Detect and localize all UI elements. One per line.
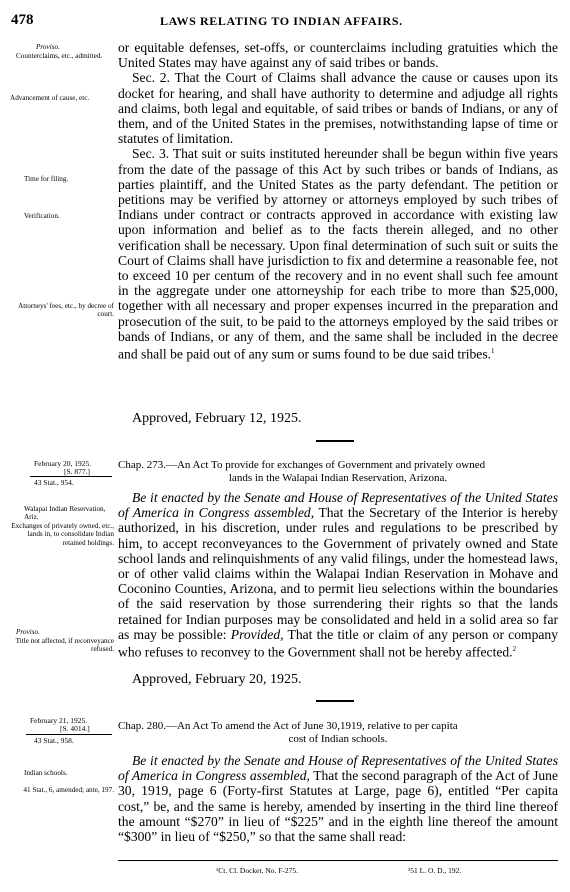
margin-note-walapai: Walapai Indian Reservation, Ariz. xyxy=(24,505,106,522)
act2-body-text: That the Secretary of the Interior is hereby authorized, in his discretion, under rules and regulations to be prescribed by him, to accept reconveyances to the Government of privately owned and State school lands and relinquishments of any valid filings, under the homestead laws, or of other valid claims within the Walapai Indian Reservation in Mohave and Coconino Counties, Arizona, and to permit lieu selections within the boundaries of the said reservation by those surrendering their rights so that the lands retained for Indian purposes may be consolidated and held in a solid area so far as may be possible: xyxy=(118,505,559,642)
act3-stat: 43 Stat., 958. xyxy=(34,736,74,745)
act3-bill: [S. 4014.] xyxy=(60,724,90,733)
act2-chapter-title-line2: lands in the Walapai Indian Reservation, Arizona. xyxy=(228,472,448,484)
margin-note-verification: Verification. xyxy=(24,212,60,220)
act3-date-rule xyxy=(26,734,112,735)
act2-date: February 20, 1925. xyxy=(34,459,92,468)
running-title: LAWS RELATING TO INDIAN AFFAIRS. xyxy=(160,14,403,28)
act2-enacting-clause: Be it enacted by the Senate and House of Representatives of the United States of America in Congress assembled, xyxy=(118,490,558,521)
act1-sec3 xyxy=(118,146,558,361)
separator-rule-2 xyxy=(316,700,354,702)
margin-note-proviso: Proviso. xyxy=(36,43,60,51)
act2-chapter-title xyxy=(118,459,558,485)
margin-note-time: Time for filing. xyxy=(24,175,69,183)
margin-note-proviso-2: Proviso. xyxy=(16,628,40,636)
footnote-2: ²51 L. O. D., 192. xyxy=(408,866,462,875)
act2-chapter-title-line1: Chap. 273.—An Act To provide for exchanges of Government and privately owned xyxy=(118,459,486,471)
act2-stat: 43 Stat., 954. xyxy=(34,478,74,487)
act3-chapter-title-line1: Chap. 280.—An Act To amend the Act of June 30,1919, relative to per capita xyxy=(118,720,458,732)
act1-sec2: Sec. 2. That the Court of Claims shall advance the cause or causes upon its docket for hearing, and shall have authority to determine and adjudge all rights and claims, both legal and equitable, of said tribes or bands of Indians, or any of them, and of the United States in the premises, notwithstanding lapse of time or statutes of limitation. xyxy=(118,70,558,147)
act1-text xyxy=(118,40,558,362)
act2-provided: Provided, xyxy=(230,626,284,642)
footnote-ref-1: 1 xyxy=(491,347,495,356)
act2-approved: Approved, February 20, 1925. xyxy=(132,672,302,687)
margin-note-advancement: Advancement of cause, etc. xyxy=(10,94,90,102)
separator-rule-1 xyxy=(316,440,354,442)
act3-chapter-title xyxy=(118,720,558,746)
act2-date-rule xyxy=(30,476,112,477)
act3-chapter-title-line2: cost of Indian schools. xyxy=(288,733,388,745)
act3-body xyxy=(118,753,558,844)
act1-text-top: or equitable defenses, set-offs, or counterclaims including gratuities which the United States may have against any of said tribes or bands. xyxy=(118,40,558,71)
footnote-rule xyxy=(118,860,558,861)
margin-note-counterclaims: Counterclaims, etc., admitted. xyxy=(16,52,103,60)
margin-note-title-not-affected: Title not affected, if reconveyance refused. xyxy=(15,637,114,654)
act1-sec3-text: Sec. 3. That suit or suits instituted hereunder shall be begun within five years from the date of the passage of this Act by such tribes or bands of Indians, as parties plaintiff, and the United States as the party defendant. The petition or petitions may be verified by attorney or attorneys employed by such tribes of Indians under contract or contracts approved in accordance with existing law upon information and belief as to the facts therein alleged, and no other verification shall be necessary. Upon final determination of such suit or suits the Court of Claims shall have jurisdiction to fix and determine a reasonable fee, not to exceed 10 per centum of the recovery and in no event shall such fee amount in the aggregate under one attorneyship for each tribe to more than $25,000, together with all necessary and proper expenses incurred in the preparation and prosecution of the suit, to be paid to the attorneys employed by the said tribes or bands of Indians, or any of them, and the same shall be included in the decree and shall be paid out of any sum or sums found to be due said tribes. xyxy=(118,146,558,362)
footnote-1: ¹Ct. Cl. Docket. No. F-275. xyxy=(216,866,299,875)
act3-body-text: That the second paragraph of the Act of June 30, 1919, page 6 (Forty-first Statutes at Large, page 6), entitled “Per capita cost,” be, and the same is hereby, amended by inserting in the third line thereof the amount “$270” in lieu of “$225” and in the eighth line thereof the amount “$300” in lieu of “$250,” so that the same shall read: xyxy=(118,768,558,845)
margin-note-amended: 41 Stat., 6, amended; ante, 197. xyxy=(23,786,114,794)
page-number: 478 xyxy=(11,12,34,28)
act3-text xyxy=(118,753,558,844)
act2-body-end: That the title or claim of any person or company who refuses to reconvey to the Government shall not be hereby affected. xyxy=(118,626,559,660)
margin-note-exchanges: Exchanges of privately owned, etc., lands in, to consolidate Indian retained holdings. xyxy=(11,522,114,547)
footnote-ref-2: 2 xyxy=(512,645,517,654)
act3-enacting-clause: Be it enacted by the Senate and House of Representatives of the United States of America in Congress assembled, xyxy=(118,753,558,784)
margin-note-attorneys-fees: Attorneys' fees, etc., by decree of court. xyxy=(18,302,114,319)
act1-approved: Approved, February 12, 1925. xyxy=(132,411,302,426)
act2-text xyxy=(118,490,558,660)
act2-bill: [S. 877.] xyxy=(64,467,91,476)
act2-body xyxy=(118,490,558,660)
margin-note-indian-schools: Indian schools. xyxy=(24,769,68,777)
act3-date: February 21, 1925. xyxy=(30,716,88,725)
